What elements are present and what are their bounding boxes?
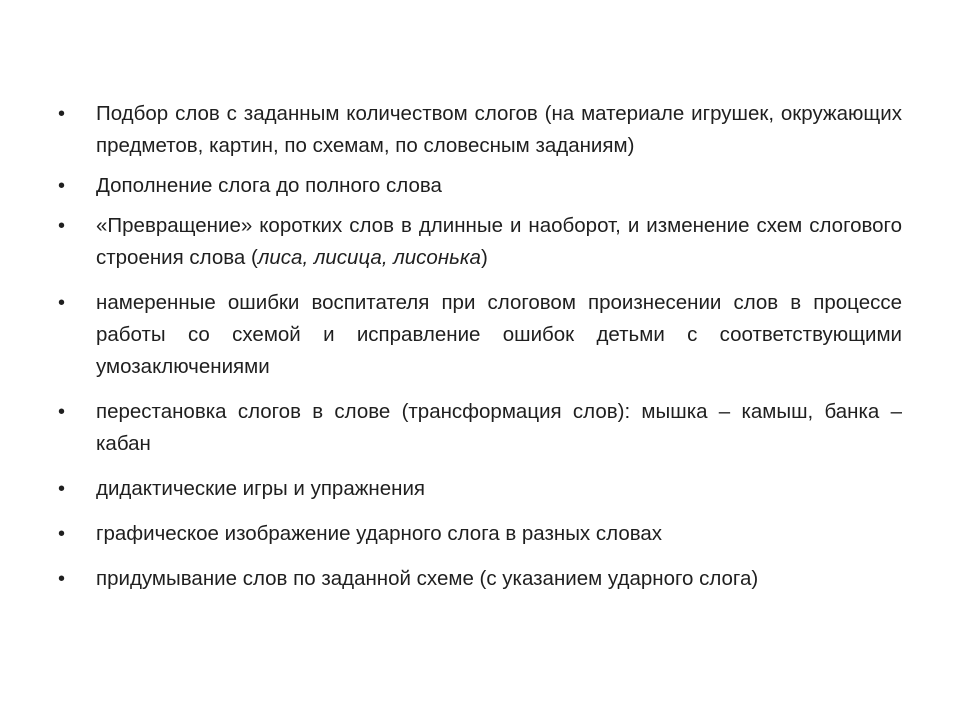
bullet-icon: • [58,401,66,423]
list-item-text: Дополнение слога до полного слова [96,174,442,197]
bullet-icon: • [58,215,66,237]
list-item-italic-examples: лиса, лисица, лисонька [257,246,481,269]
bullet-icon: • [58,523,66,545]
list-item [58,396,902,460]
list-item-text: «Превращение» коротких слов в длинные и наоборот, и изменение схем слогового строения слова ( [96,214,902,269]
bullet-icon: • [58,175,66,197]
list-item [58,170,902,202]
list-item [58,98,902,162]
bullet-icon: • [58,103,66,125]
bullet-list [58,98,902,608]
list-item-text: Подбор слов с заданным количеством слогов (на материале игрушек, окружающих предметов, картин, по схемам, по словесным заданиям) [96,102,902,157]
bullet-icon: • [58,568,66,590]
list-item-text: намеренные ошибки воспитателя при слоговом произнесении слов в процессе работы со схемой и исправление ошибок детьми с соответствующими умозаключениями [96,291,902,378]
list-item-text: придумывание слов по заданной схеме (с указанием ударного слога) [96,567,759,590]
list-item [58,210,902,274]
list-item [58,473,902,505]
list-item-text: перестановка слогов в слове (трансформация слов): мышка – камыш, банка – кабан [96,400,902,455]
list-item-text: дидактические игры и упражнения [96,477,426,500]
list-item-text-end: ) [480,246,488,269]
list-item-text: графическое изображение ударного слога в разных словах [96,522,663,545]
list-item [58,563,902,595]
list-item [58,287,902,383]
bullet-icon: • [58,478,66,500]
list-item [58,518,902,550]
bullet-icon: • [58,292,66,314]
